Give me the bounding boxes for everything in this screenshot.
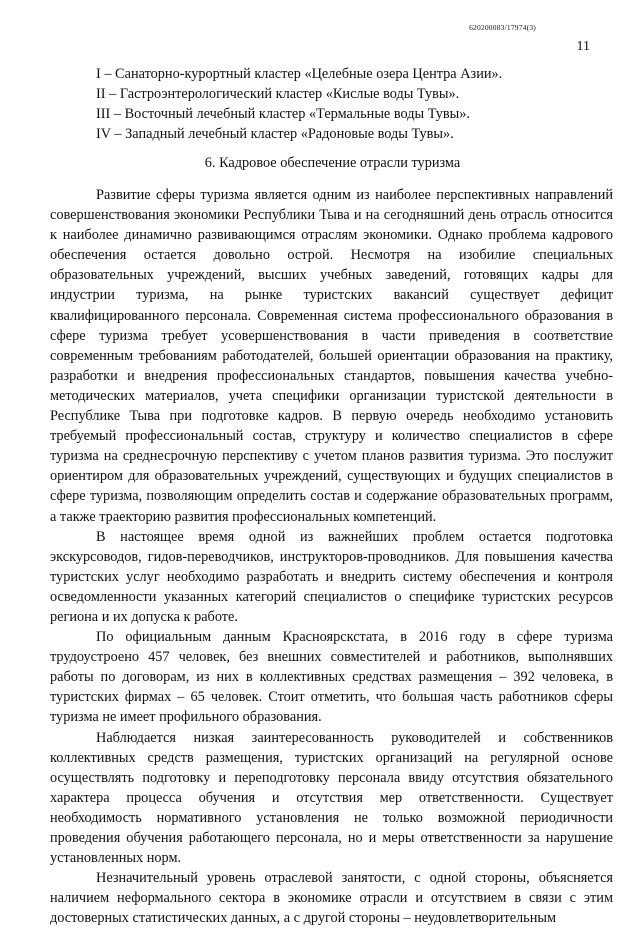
- section-title: 6. Кадровое обеспечение отрасли туризма: [204, 155, 461, 171]
- cluster-item: II – Гастроэнтерологический кластер «Кислые воды Тувы».: [96, 86, 460, 102]
- body-text: [50, 185, 613, 928]
- cluster-item: III – Восточный лечебный кластер «Термальные воды Тувы».: [96, 106, 470, 122]
- paragraph: В настоящее время одной из важнейших проблем остается подготовка экскурсоводов, гидов-переводчиков, инструкторов-проводников. Для повышения качества туристских услуг необходимо разработать и внедрить систему обеспечения и контроля осведомленности указанных категорий специалистов о специфике туристских ресурсов региона и их допуска к работе.: [50, 528, 613, 625]
- cluster-item: I – Санаторно-курортный кластер «Целебные озера Центра Азии».: [96, 66, 503, 82]
- paragraph: Незначительный уровень отраслевой занятости, с одной стороны, объясняется наличием неформального сектора в экономике отрасли и отсутствием в связи с этим достоверных статистических данных, а с другой стороны – неудовлетворительным: [50, 870, 613, 927]
- cluster-list: [96, 64, 596, 144]
- paragraph: По официальным данным Красноярскстата, в 2016 году в сфере туризма трудоустроено 457 человек, без внешних совместителей и работников, выполнявших работы по договорам, из них в коллективных средствах размещения – 392 человека, в туристских фирмах – 65 человек. Стоит отметить, что большая часть работников сферы туризма не имеет профильного образования.: [50, 629, 613, 726]
- cluster-item: IV – Западный лечебный кластер «Радоновые воды Тувы».: [96, 126, 454, 142]
- document-code: 620200083/17974(3): [469, 23, 536, 32]
- paragraph: Наблюдается низкая заинтересованность руководителей и собственников коллективных средств размещения, туристских организаций на регулярной основе осуществлять подготовку и переподготовку персонала ввиду отсутствия обязательного характера процесса обучения и отсутствия мер ответственности. Существует необходимость нормативного установления не только возможной периодичности проведения обучения работающего персонала, но и меры ответственности за нарушение установленных норм.: [50, 729, 613, 867]
- page-number: 11: [576, 39, 590, 54]
- paragraph: Развитие сферы туризма является одним из наиболее перспективных направлений совершенствования экономики Республики Тыва и на сегодняшний день отрасль относится к наиболее динамично развивающимся отраслям экономики. Однако проблема кадрового обеспечения остается довольно острой. Несмотря на изобилие специальных образовательных учреждений, высших учебных заведений, готовящих кадры для индустрии туризма, на рынке туристских вакансий существует дефицит квалифицированного персонала. Современная система профессионального образования в сфере туризма требует усовершенствования в части приведения в соответствие современным требованиям работодателей, большей ориентации образования на практику, разработки и внедрения профессиональных стандартов, повышения качества учебно-методических материалов, учета специфики организации туристской деятельности в Республике Тыва при подготовке кадров. В первую очередь необходимо установить требуемый профессиональный состав, структуру и количество специалистов в сфере туризма на среднесрочную перспективу с учетом планов развития туризма. Это послужит ориентиром для образовательных учреждений, существующих и будущих специалистов в сфере туризма, позволяющим определить состав и содержание образовательных программ, а также траекторию развития профессиональных компетенций.: [50, 187, 613, 525]
